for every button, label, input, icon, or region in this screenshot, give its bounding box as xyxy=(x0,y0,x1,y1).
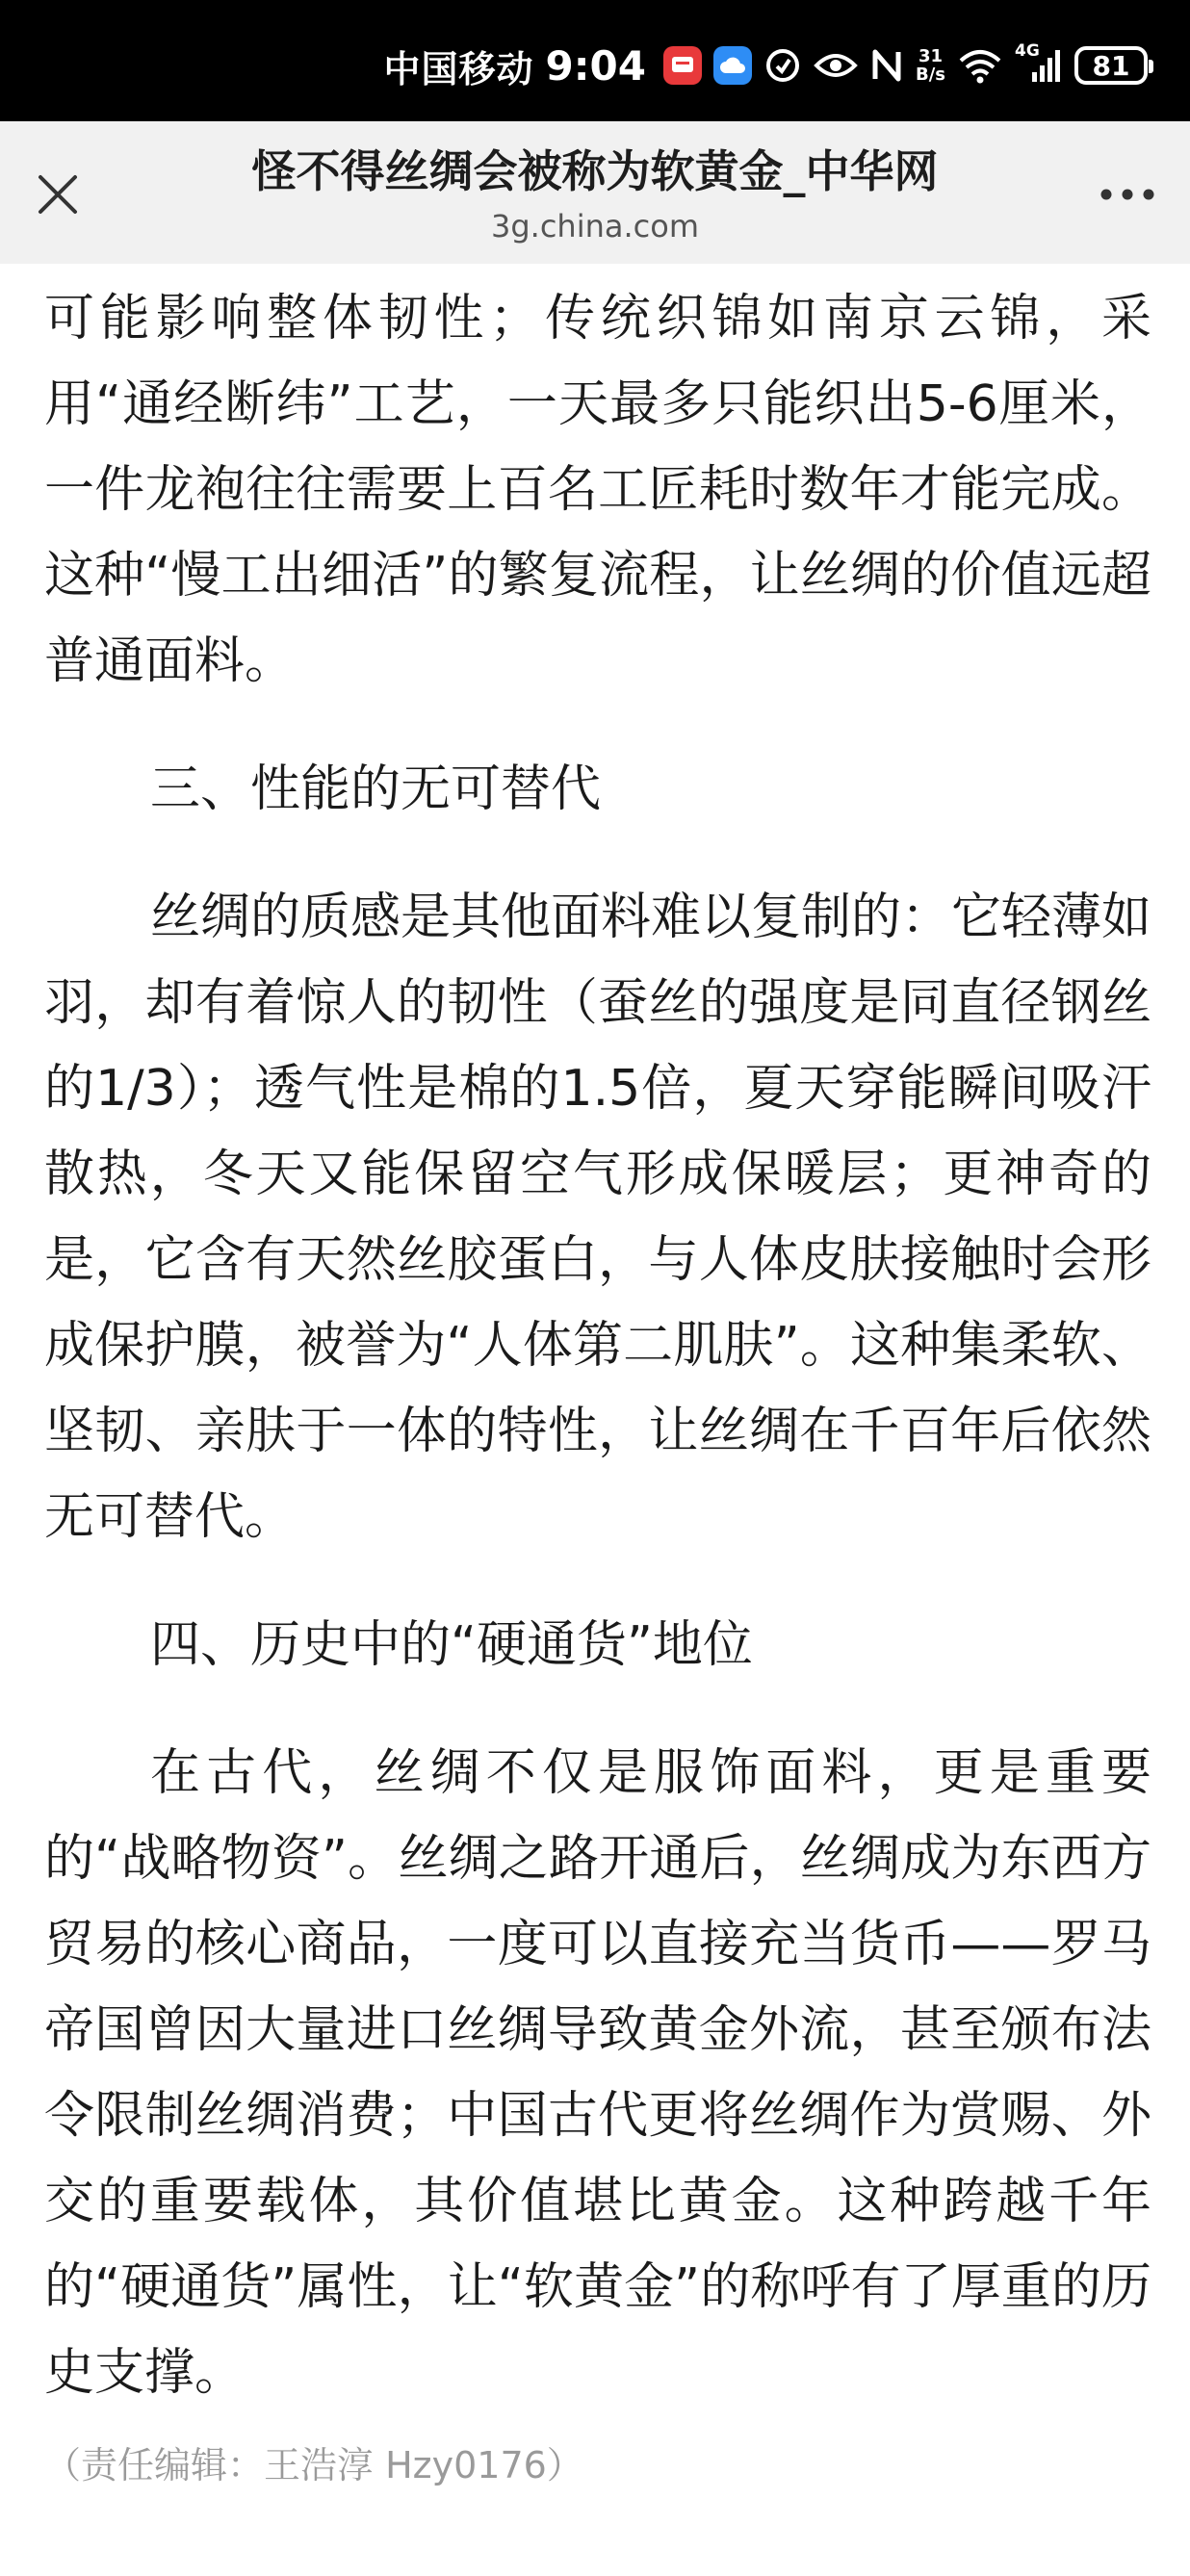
editor-note: （责任编辑：王浩淳 Hzy0176） xyxy=(44,2444,583,2486)
status-right xyxy=(384,37,1149,94)
eye-comfort-icon xyxy=(814,51,858,80)
browser-title-bar xyxy=(0,121,1190,264)
more-icon xyxy=(1099,188,1156,201)
section-heading-3: 三、性能的无可替代 xyxy=(150,760,602,818)
cellular-signal-icon xyxy=(1015,41,1063,84)
battery-level: 81 xyxy=(1092,49,1130,82)
data-saver-icon xyxy=(763,46,802,85)
blue-app-notification-icon xyxy=(713,46,752,85)
red-app-notification-icon xyxy=(663,46,702,85)
paragraph-4: 在古代，丝绸不仅是服饰面料，更是重要的“战略物资”。丝绸之路开通后，丝绸成为东西方贸易的核心商品，一度可以直接充当货币——罗马帝国曾因大量进口丝绸导致黄金外流，甚至颁布法令限制丝绸消费；中国古代更将丝绸作为赏赐、外交的重要载体，其价值堪比黄金。这种跨越千年的“硬通货”属性，让“软黄金”的称呼有了厚重的历史支撑。 xyxy=(44,1744,1151,2402)
page-url: 3g.china.com xyxy=(490,208,699,245)
close-icon xyxy=(35,171,81,218)
network-speed xyxy=(916,47,945,84)
wifi-icon xyxy=(957,47,1003,84)
paragraph-intro: 可能影响整体韧性；传统织锦如南京云锦，采用“通经断纬”工艺，一天最多只能织出5-6厘米，一件龙袍往往需要上百名工匠耗时数年才能完成。这种“慢工出细活”的繁复流程，让丝绸的价值远超普通面料。 xyxy=(44,290,1151,690)
page-title: 怪不得丝绸会被称为软黄金_中华网 xyxy=(251,145,939,197)
nfc-icon xyxy=(869,46,904,85)
paragraph-3: 丝绸的质感是其他面料难以复制的：它轻薄如羽，却有着惊人的韧性（蚕丝的强度是同直径钢丝的1/3）；透气性是棉的1.5倍，夏天穿能瞬间吸汗散热，冬天又能保留空气形成保暖层；更神奇的是，它含有天然丝胶蛋白，与人体皮肤接触时会形成保护膜，被誉为“人体第二肌肤”。这种集柔软、坚韧、亲肤于一体的特性，让丝绸在千百年后依然无可替代。 xyxy=(44,889,1151,1546)
carrier-label: 中国移动 xyxy=(383,47,534,90)
more-options-button[interactable] xyxy=(1084,160,1171,229)
network-type-label: 4G xyxy=(1015,41,1040,61)
status-bar xyxy=(0,0,1190,121)
article-body xyxy=(44,264,1151,2576)
clock: 9:04 xyxy=(545,41,646,90)
close-button[interactable] xyxy=(23,160,92,229)
network-speed-value: 31 xyxy=(918,46,944,66)
section-heading-4: 四、历史中的“硬通货”地位 xyxy=(150,1616,753,1674)
article-content xyxy=(44,264,1151,2489)
battery-indicator xyxy=(1074,46,1148,85)
network-speed-unit: B/s xyxy=(915,64,945,85)
